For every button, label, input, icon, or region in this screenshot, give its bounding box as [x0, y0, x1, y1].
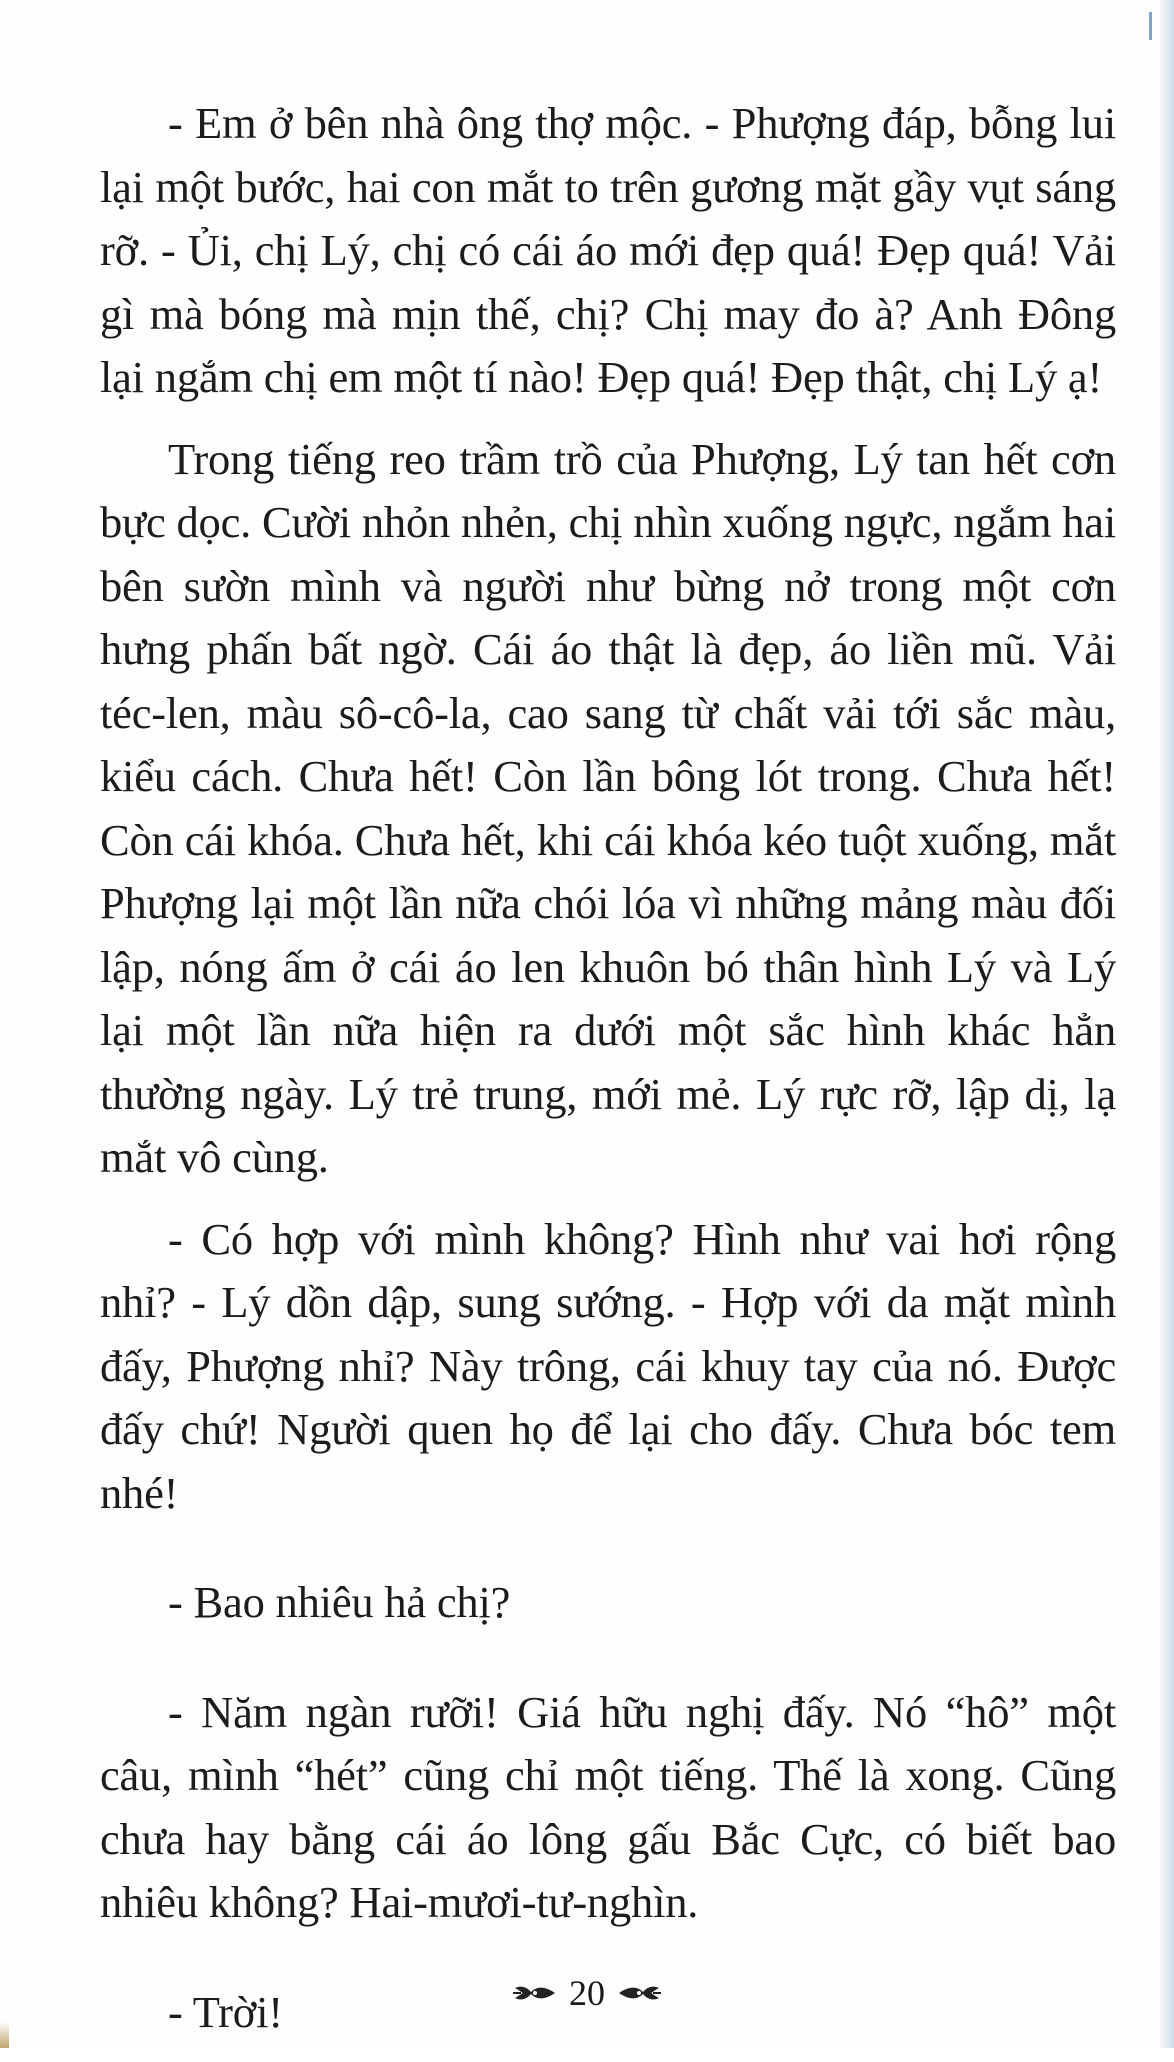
body-text	[100, 92, 1116, 2062]
page-number: 20	[569, 1973, 605, 2013]
paragraph-dialogue-5: - Trời!	[168, 1986, 283, 2037]
paragraph-dialogue-3: - Bao nhiêu hả chị?	[168, 1577, 511, 1627]
page-edge-shadow	[1160, 0, 1174, 2048]
floral-ornament-right-icon	[617, 1978, 665, 2008]
page-footer	[0, 1968, 1174, 2018]
floral-ornament-left-icon	[509, 1978, 557, 2008]
paragraph-narration: Trong tiếng reo trầm trồ của Phượng, Lý tan hết cơn bực dọc. Cười nhỏn nhẻn, chị nhìn xuống ngực, ngắm hai bên sườn mình và người như bừng nở trong một cơn hưng phấn bất ngờ. Cái áo thật là đẹp, áo liền mũ. Vải téc-len, màu sô-cô-la, cao sang từ chất vải tới sắc màu, kiểu cách. Chưa hết! Còn lần bông lót trong. Chưa hết! Còn cái khóa. Chưa hết, khi cái khóa kéo tuột xuống, mắt Phượng lại một lần nữa chói lóa vì những mảng màu đối lập, nóng ấm ở cái áo len khuôn bó thân hình Lý và Lý lại một lần nữa hiện ra dưới một sắc hình khác hẳn thường ngày. Lý trẻ trung, mới mẻ. Lý rực rỡ, lập dị, lạ mắt vô cùng.	[100, 433, 1116, 1182]
corner-mark	[0, 2022, 9, 2048]
paragraph-dialogue-2: - Có hợp với mình không? Hình như vai hơi rộng nhỉ? - Lý dồn dập, sung sướng. - Hợp với da mặt mình đấy, Phượng nhỉ? Này trông, cái khuy tay của nó. Được đấy chứ! Người quen họ để lại cho đấy. Chưa bóc tem nhé!	[100, 1213, 1116, 1518]
edge-mark	[1149, 12, 1152, 40]
paragraph-dialogue-4: - Năm ngàn rưỡi! Giá hữu nghị đấy. Nó “hô” một câu, mình “hét” cũng chỉ một tiếng. Thế là xong. Cũng chưa hay bằng cái áo lông gấu Bắc Cực, có biết bao nhiêu không? Hai-mươi-tư-nghìn.	[100, 1686, 1116, 1927]
paragraph-dialogue-1: - Em ở bên nhà ông thợ mộc. - Phượng đáp, bỗng lui lại một bước, hai con mắt to trên gương mặt gầy vụt sáng rỡ. - Ủi, chị Lý, chị có cái áo mới đẹp quá! Đẹp quá! Vải gì mà bóng mà mịn thế, chị? Chị may đo à? Anh Đông lại ngắm chị em một tí nào! Đẹp quá! Đẹp thật, chị Lý ạ!	[100, 98, 1116, 402]
